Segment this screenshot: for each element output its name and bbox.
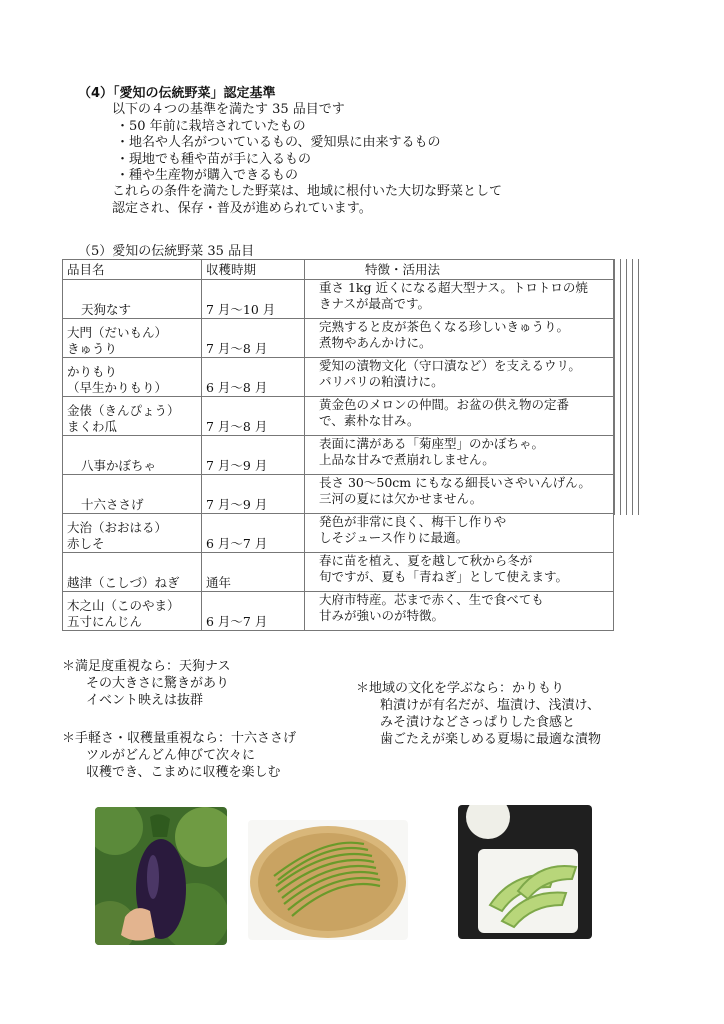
header-name: 品目名 [63, 260, 202, 280]
feature-line: 甘みが強いのが特徴。 [319, 608, 445, 623]
table-header-row [63, 260, 614, 280]
feature-usage [305, 475, 614, 514]
table-right-border-lines [614, 259, 638, 515]
vegetable-name-line: 越津（こしづ）ねぎ [67, 575, 180, 590]
vegetable-name-line [67, 481, 197, 497]
vegetable-name-line: 大治（おおはる） [67, 520, 168, 535]
vegetable-name-line: 金俵（きんぴょう） [67, 403, 180, 418]
note-line: 粕漬けが有名だが、塩漬け、浅漬け、 [380, 698, 600, 713]
harvest-season: 6 月〜7 月 [202, 514, 305, 553]
vegetable-name-line: 八事かぼちゃ [81, 458, 157, 473]
vegetable-name-line: 大門（だいもん） [67, 325, 168, 340]
note-line: ＊地域の文化を学ぶなら：かりもり [356, 681, 565, 696]
feature-line: 重さ 1kg 近くになる超大型ナス。トロトロの焼 [319, 280, 588, 295]
table-row [63, 514, 614, 553]
vegetable-name [63, 280, 202, 319]
feature-line: パリパリの粕漬けに。 [319, 374, 444, 389]
harvest-season: 7 月〜8 月 [202, 319, 305, 358]
section-4-closing: 認定され、保存・普及が進められています。 [112, 200, 372, 216]
header-feature: 特徴・活用法 [305, 260, 614, 280]
vegetable-name [63, 397, 202, 436]
note-line: ＊手軽さ・収穫量重視なら：十六ささげ [62, 731, 297, 746]
feature-line: 三河の夏には欠かせません。 [319, 491, 483, 506]
vegetable-name-line: 五寸にんじん [67, 614, 143, 629]
note-line: みそ漬けなどさっぱりした食感と [380, 715, 576, 730]
note-line: イベント映えは抜群 [86, 693, 204, 708]
note-line: 歯ごたえが楽しめる夏場に最適な漬物 [380, 732, 602, 747]
table-row [63, 397, 614, 436]
feature-usage [305, 436, 614, 475]
criteria-item: ・50 年前に栽培されていたもの [116, 118, 306, 134]
vegetable-table [62, 259, 614, 631]
feature-line: 長さ 30〜50cm にもなる細長いさやいんげん。 [319, 475, 591, 490]
vegetable-name [63, 319, 202, 358]
yardlong-bean-photo [248, 820, 408, 940]
note-ease [62, 730, 296, 781]
feature-line: 上品な甘みで煮崩れしません。 [319, 452, 495, 467]
feature-line: 発色が非常に良く、梅干し作りや [319, 514, 507, 529]
feature-usage [305, 553, 614, 592]
note-satisfaction [62, 658, 230, 709]
table-row [63, 592, 614, 631]
feature-line: 表面に溝がある「菊座型」のかぼちゃ。 [319, 436, 545, 451]
section-5-title: （5）愛知の伝統野菜 35 品目 [78, 244, 255, 259]
note-culture [356, 680, 601, 748]
vegetable-name-line: 十六ささげ [81, 497, 144, 512]
vegetable-name [63, 592, 202, 631]
criteria-item: ・現地でも種や苗が手に入るもの [116, 151, 312, 167]
vegetable-name-line: 天狗なす [81, 302, 132, 317]
section-4 [78, 86, 638, 217]
vegetable-name-line [67, 442, 197, 458]
harvest-season: 7 月〜8 月 [202, 397, 305, 436]
harvest-season: 通年 [202, 553, 305, 592]
feature-line: 旬ですが、夏も「青ねぎ」として使えます。 [319, 569, 569, 584]
table-row [63, 553, 614, 592]
vegetable-name-line: 木之山（このやま） [67, 598, 180, 613]
harvest-season: 6 月〜7 月 [202, 592, 305, 631]
table-row [63, 436, 614, 475]
table-row [63, 280, 614, 319]
note-line: ツルがどんどん伸びて次々に [86, 748, 256, 763]
feature-usage [305, 280, 614, 319]
vegetable-name-line: （早生かりもり） [67, 380, 168, 395]
vegetable-name-line: 赤しそ [67, 536, 105, 551]
vegetable-name-line [67, 286, 197, 302]
vegetable-name-line: かりもり [67, 364, 118, 379]
harvest-season: 7 月〜10 月 [202, 280, 305, 319]
criteria-item: ・種や生産物が購入できるもの [116, 168, 299, 184]
feature-usage [305, 592, 614, 631]
section-4-closing: これらの条件を満たした野菜は、地域に根付いた大切な野菜として [112, 184, 503, 200]
harvest-season: 7 月〜9 月 [202, 436, 305, 475]
feature-line: で、素朴な甘み。 [319, 413, 420, 428]
feature-line: 愛知の漬物文化（守口漬など）を支えるウリ。 [319, 358, 581, 373]
vegetable-name-line: きゅうり [67, 341, 118, 356]
vegetable-name [63, 436, 202, 475]
vegetable-name-line: まくわ瓜 [67, 419, 118, 434]
table-row [63, 358, 614, 397]
section-4-intro: 以下の４つの基準を満たす 35 品目です [112, 102, 345, 118]
feature-line: 春に苗を植え、夏を越して秋から冬が [319, 553, 533, 568]
vegetable-name [63, 358, 202, 397]
table-row [63, 319, 614, 358]
feature-usage [305, 358, 614, 397]
eggplant-photo [95, 807, 227, 945]
vegetable-name [63, 553, 202, 592]
section-4-title: （4）「愛知の伝統野菜」認定基準 [78, 86, 276, 101]
vegetable-name-line [67, 559, 197, 575]
feature-usage [305, 397, 614, 436]
harvest-season: 6 月〜8 月 [202, 358, 305, 397]
feature-line: 大府市特産。芯まで赤く、生で食べても [319, 592, 544, 607]
note-line: ＊満足度重視なら：天狗ナス [62, 659, 231, 674]
harvest-season: 7 月〜9 月 [202, 475, 305, 514]
criteria-item: ・地名や人名がついているもの、愛知県に由来するもの [116, 135, 441, 151]
feature-line: きナスが最高です。 [319, 296, 431, 311]
feature-line: しそジュース作りに最適。 [319, 530, 469, 545]
table-row [63, 475, 614, 514]
note-line: その大きさに驚きがあり [86, 676, 230, 691]
header-season: 収穫時期 [202, 260, 305, 280]
feature-line: 煮物やあんかけに。 [319, 335, 432, 350]
feature-usage [305, 319, 614, 358]
feature-line: 完熟すると皮が茶色くなる珍しいきゅうり。 [319, 319, 570, 334]
feature-line: 黄金色のメロンの仲間。お盆の供え物の定番 [319, 397, 570, 412]
vegetable-name [63, 475, 202, 514]
pickled-melon-photo [458, 805, 592, 939]
vegetable-name [63, 514, 202, 553]
note-line: 収穫でき、こまめに収穫を楽しむ [86, 765, 281, 780]
feature-usage [305, 514, 614, 553]
